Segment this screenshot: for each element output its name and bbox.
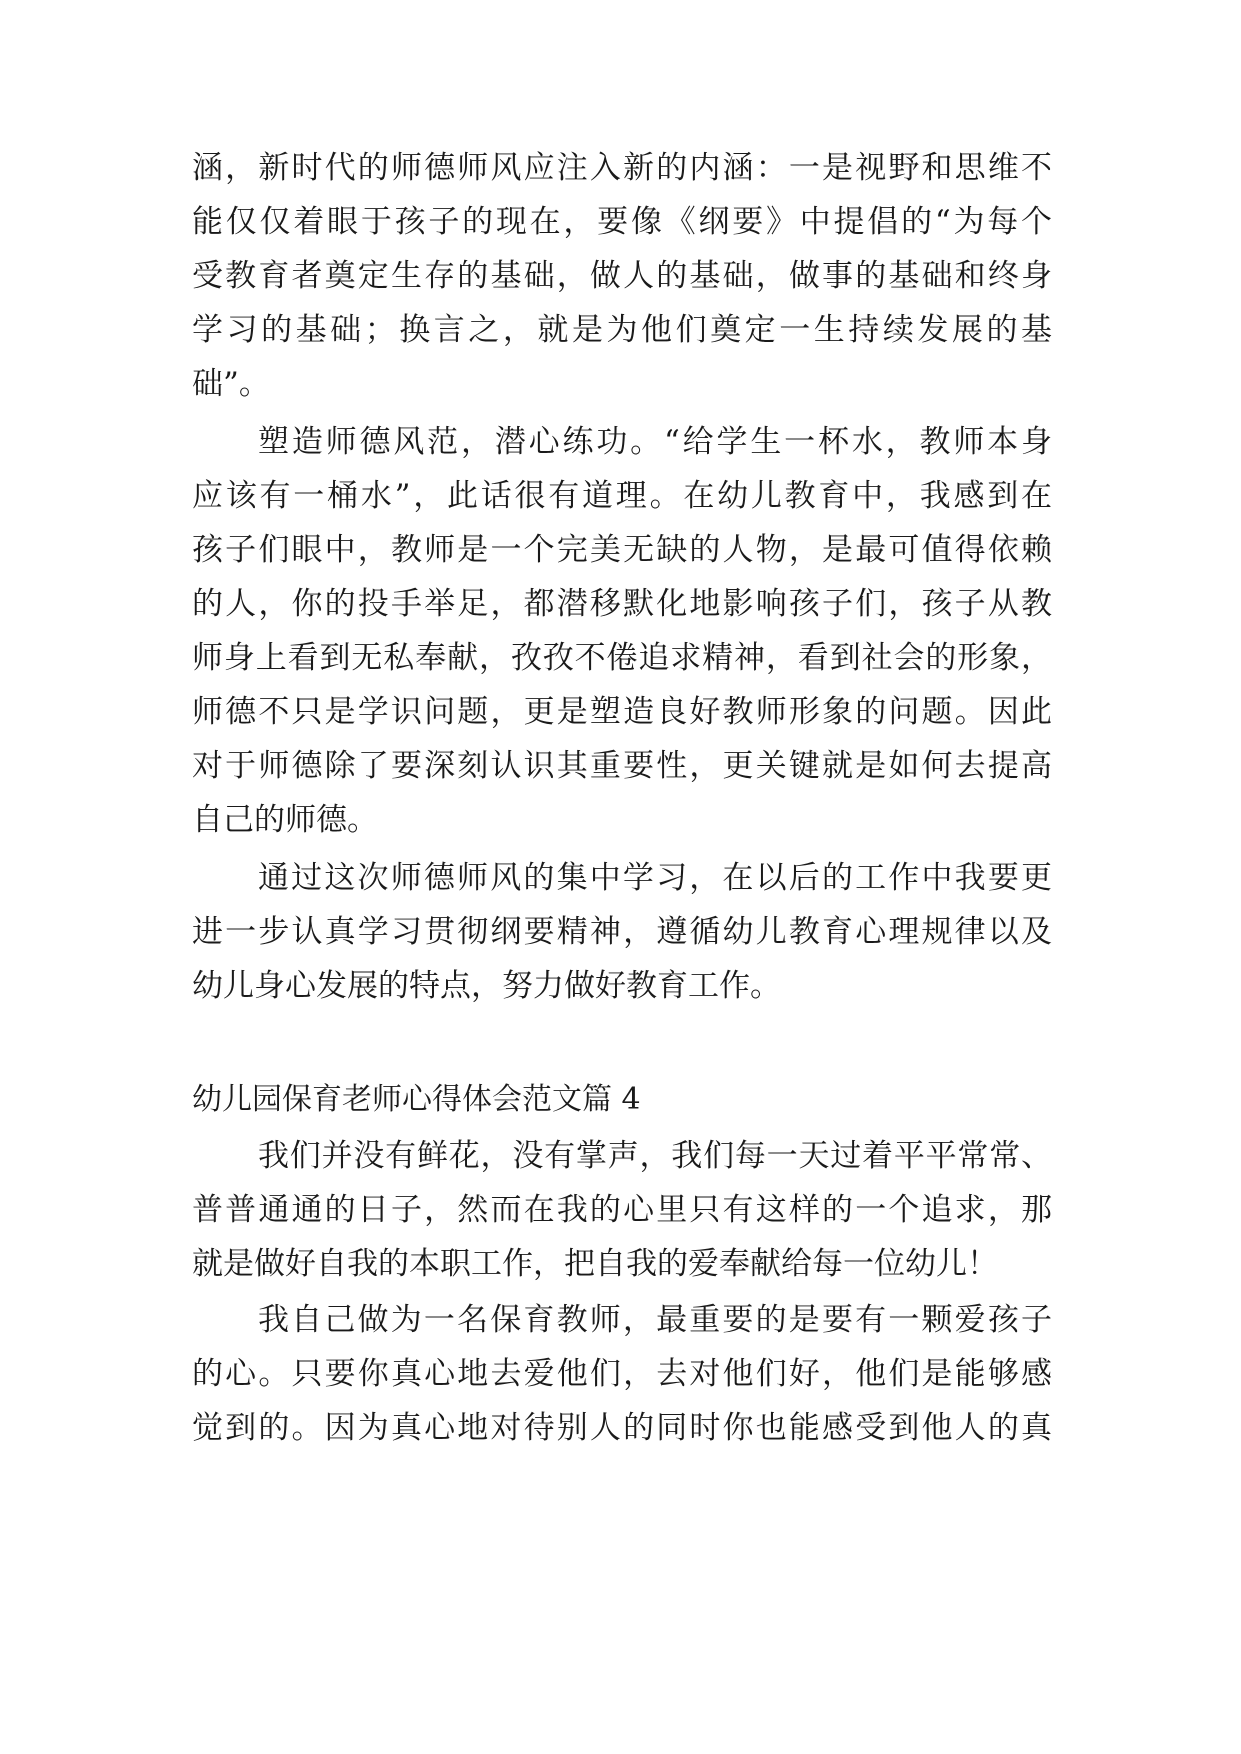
text-line: 应该有一桶水”，此话很有道理。在幼儿教育中，我感到在 (192, 478, 1052, 514)
text-line: 塑造师德风范，潜心练功。“给学生一杯水，教师本身 (258, 424, 1052, 460)
text-line: 进一步认真学习贯彻纲要精神，遵循幼儿教育心理规律以及 (192, 914, 1052, 950)
text-line: 普普通通的日子，然而在我的心里只有这样的一个追求，那 (192, 1192, 1052, 1228)
text-line: 就是做好自我的本职工作，把自我的爱奉献给每一位幼儿！ (192, 1246, 998, 1282)
text-line: 我们并没有鲜花，没有掌声，我们每一天过着平平常常、 (258, 1138, 1052, 1174)
text-line: 受教育者奠定生存的基础，做人的基础，做事的基础和终身 (192, 258, 1052, 294)
text-line: 对于师德除了要深刻认识其重要性，更关键就是如何去提高 (192, 748, 1052, 784)
text-line: 的心。只要你真心地去爱他们，去对他们好，他们是能够感 (192, 1356, 1052, 1392)
text-line: 孩子们眼中，教师是一个完美无缺的人物，是最可值得依赖 (192, 532, 1052, 568)
text-line: 学习的基础；换言之，就是为他们奠定一生持续发展的基 (192, 312, 1052, 348)
text-line: 幼儿身心发展的特点，努力做好教育工作。 (192, 968, 781, 1004)
text-line: 能仅仅着眼于孩子的现在，要像《纲要》中提倡的“为每个 (192, 204, 1052, 240)
text-line: 自己的师德。 (192, 802, 378, 838)
text-line: 我自己做为一名保育教师，最重要的是要有一颗爱孩子 (258, 1302, 1052, 1338)
text-line: 觉到的。因为真心地对待别人的同时你也能感受到他人的真 (192, 1410, 1052, 1446)
text-line: 础”。 (192, 366, 270, 402)
text-line: 的人，你的投手举足，都潜移默化地影响孩子们，孩子从教 (192, 586, 1052, 622)
text-line: 通过这次师德师风的集中学习，在以后的工作中我要更 (258, 860, 1052, 896)
text-line: 师德不只是学识问题，更是塑造良好教师形象的问题。因此 (192, 694, 1052, 730)
text-line: 涵，新时代的师德师风应注入新的内涵：一是视野和思维不 (192, 150, 1052, 186)
text-line: 师身上看到无私奉献，孜孜不倦追求精神，看到社会的形象， (192, 640, 1052, 676)
section-title: 幼儿园保育老师心得体会范文篇 4 (192, 1082, 641, 1117)
